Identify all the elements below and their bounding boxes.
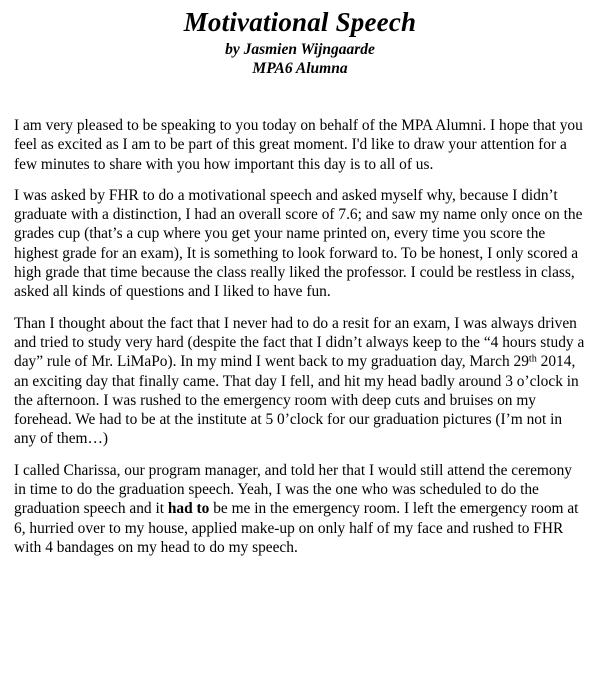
- author-byline: by Jasmien Wijngaarde: [225, 41, 375, 58]
- emphasized-phrase: had to: [167, 500, 210, 518]
- paragraph-4-text-before-emphasis: I called Charissa, our program manager, and told her that I would still attend the ceremony in time to do the graduation speech. Yeah, I was the one who was scheduled to do the graduation speech and it: [14, 461, 572, 518]
- body-paragraph-3: [14, 314, 586, 449]
- paragraph-3-text-before-ordinal: Than I thought about the fact that I never had to do a resit for an exam, I was always driven and tried to study very hard (despite the fact that I didn’t always keep to the “4 hours study a day” rule of Mr. LiMaPo). In my mind I went back to my graduation day, March 29: [14, 314, 585, 371]
- paragraph-3-text-after-ordinal: 2014, an exciting day that finally came. That day I fell, and hit my head badly around 3 o’clock in the afternoon. I was rushed to the emergency room with deep cuts and bruises on my forehead. We had to be at the institute at 5 0’clock for our graduation pictures (I’m not in any of them…): [14, 353, 579, 448]
- body-paragraph-4: [14, 461, 586, 557]
- body-paragraph-1: I am very pleased to be speaking to you today on behalf of the MPA Alumni. I hope that you feel as excited as I am to be part of this great moment. I'd like to draw your attention for a few minutes to share with you how important this day is to all of us.: [14, 117, 583, 173]
- page-title: Motivational Speech: [183, 7, 417, 37]
- ordinal-suffix: th: [528, 354, 537, 365]
- document-body: [14, 116, 586, 557]
- paragraph-4-text-after-emphasis: be me in the emergency room. I left the emergency room at 6, hurried over to my house, applied make-up on only half of my face and rushed to FHR with 4 bandages on my head to do my speech.: [14, 500, 579, 556]
- author-affiliation: MPA6 Alumna: [252, 60, 348, 77]
- body-paragraph-2: I was asked by FHR to do a motivational speech and asked myself why, because I didn’t graduate with a distinction, I had an overall score of 7.6; and saw my name only once on the grades cup (that’s a cup where you get your name printed on, every time you score the highest grade for an exam), It is something to look forward to. To be honest, I only scored a high grade that time because the class really liked the professor. I could be restless in class, asked all kinds of questions and I liked to have fun.: [14, 186, 583, 301]
- document-header: [14, 0, 586, 78]
